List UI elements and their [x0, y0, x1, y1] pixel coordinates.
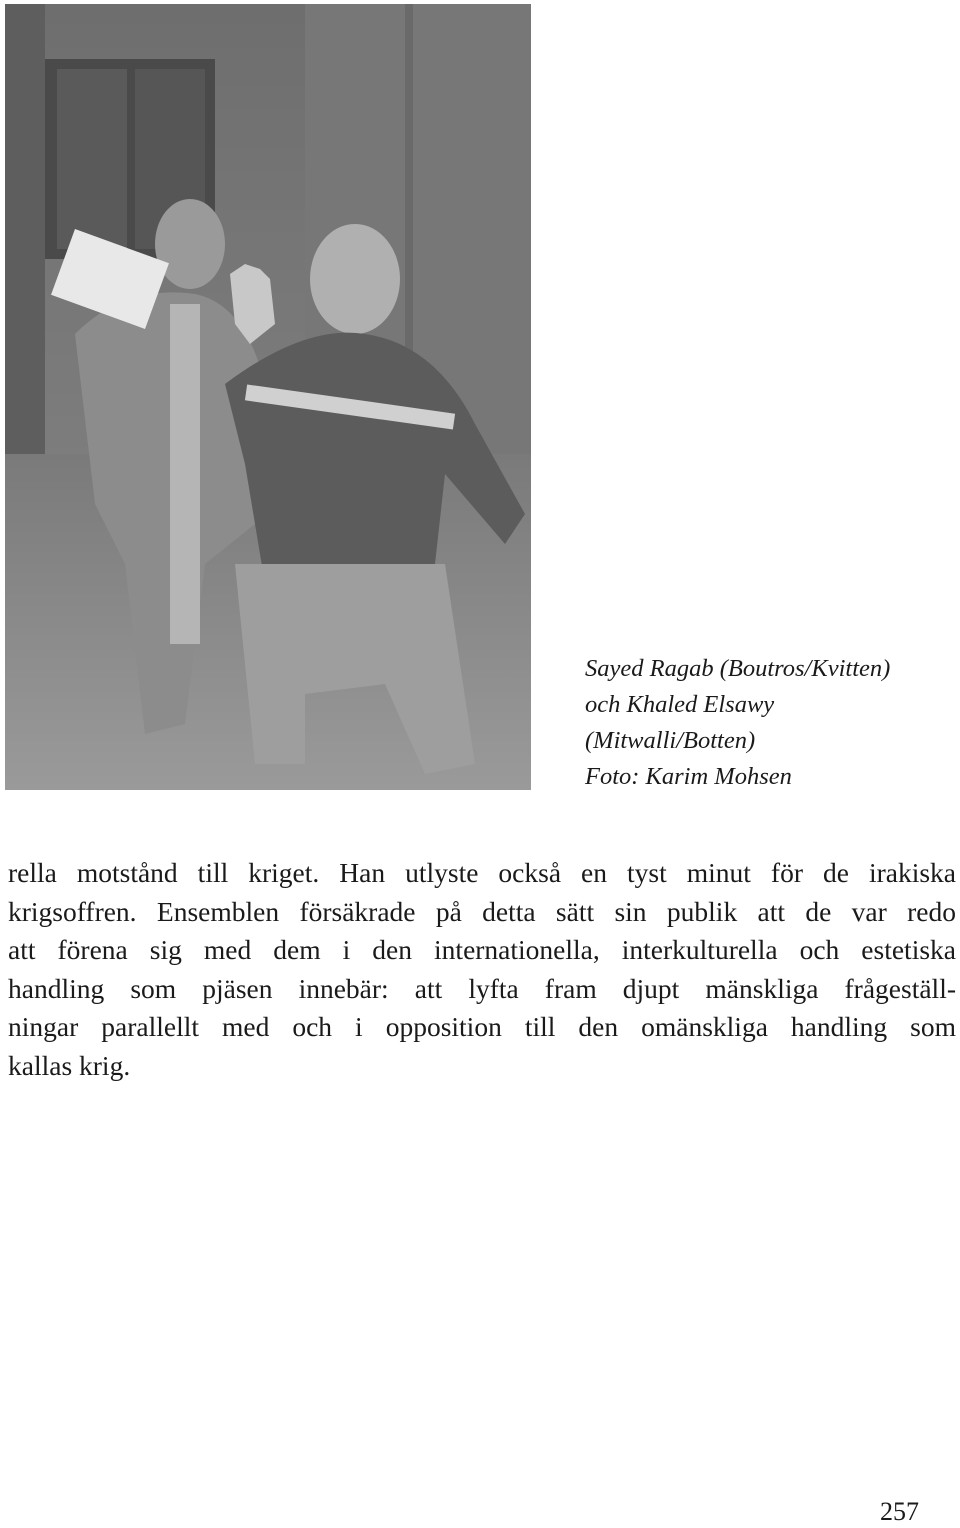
- photo-two-actors: [5, 4, 531, 790]
- caption-line: Sayed Ragab (Boutros/Kvitten): [585, 655, 891, 682]
- body-line: ningar parallellt med och i opposition till den omänskliga handling som: [8, 1011, 956, 1042]
- body-line: handling som pjäsen innebär: att lyfta fram djupt mänskliga frågeställ-: [8, 972, 956, 1004]
- body-line: att förena sig med dem i den internationella, interkulturella och estetiska: [8, 934, 956, 965]
- photo-caption: [585, 651, 945, 795]
- body-line: krigsoffren. Ensemblen försäkrade på detta sätt sin publik att de var redo: [8, 895, 956, 927]
- page-number: 257: [880, 1497, 919, 1526]
- body-paragraph: [8, 854, 956, 1085]
- caption-line: och Khaled Elsawy: [585, 691, 775, 718]
- body-line: kallas krig.: [8, 1049, 131, 1081]
- caption-line: (Mitwalli/Botten): [585, 727, 756, 754]
- photo-image: [5, 4, 531, 790]
- body-line: rella motstånd till kriget. Han utlyste också en tyst minut för de irakiska: [8, 857, 956, 888]
- caption-line: Foto: Karim Mohsen: [585, 763, 792, 790]
